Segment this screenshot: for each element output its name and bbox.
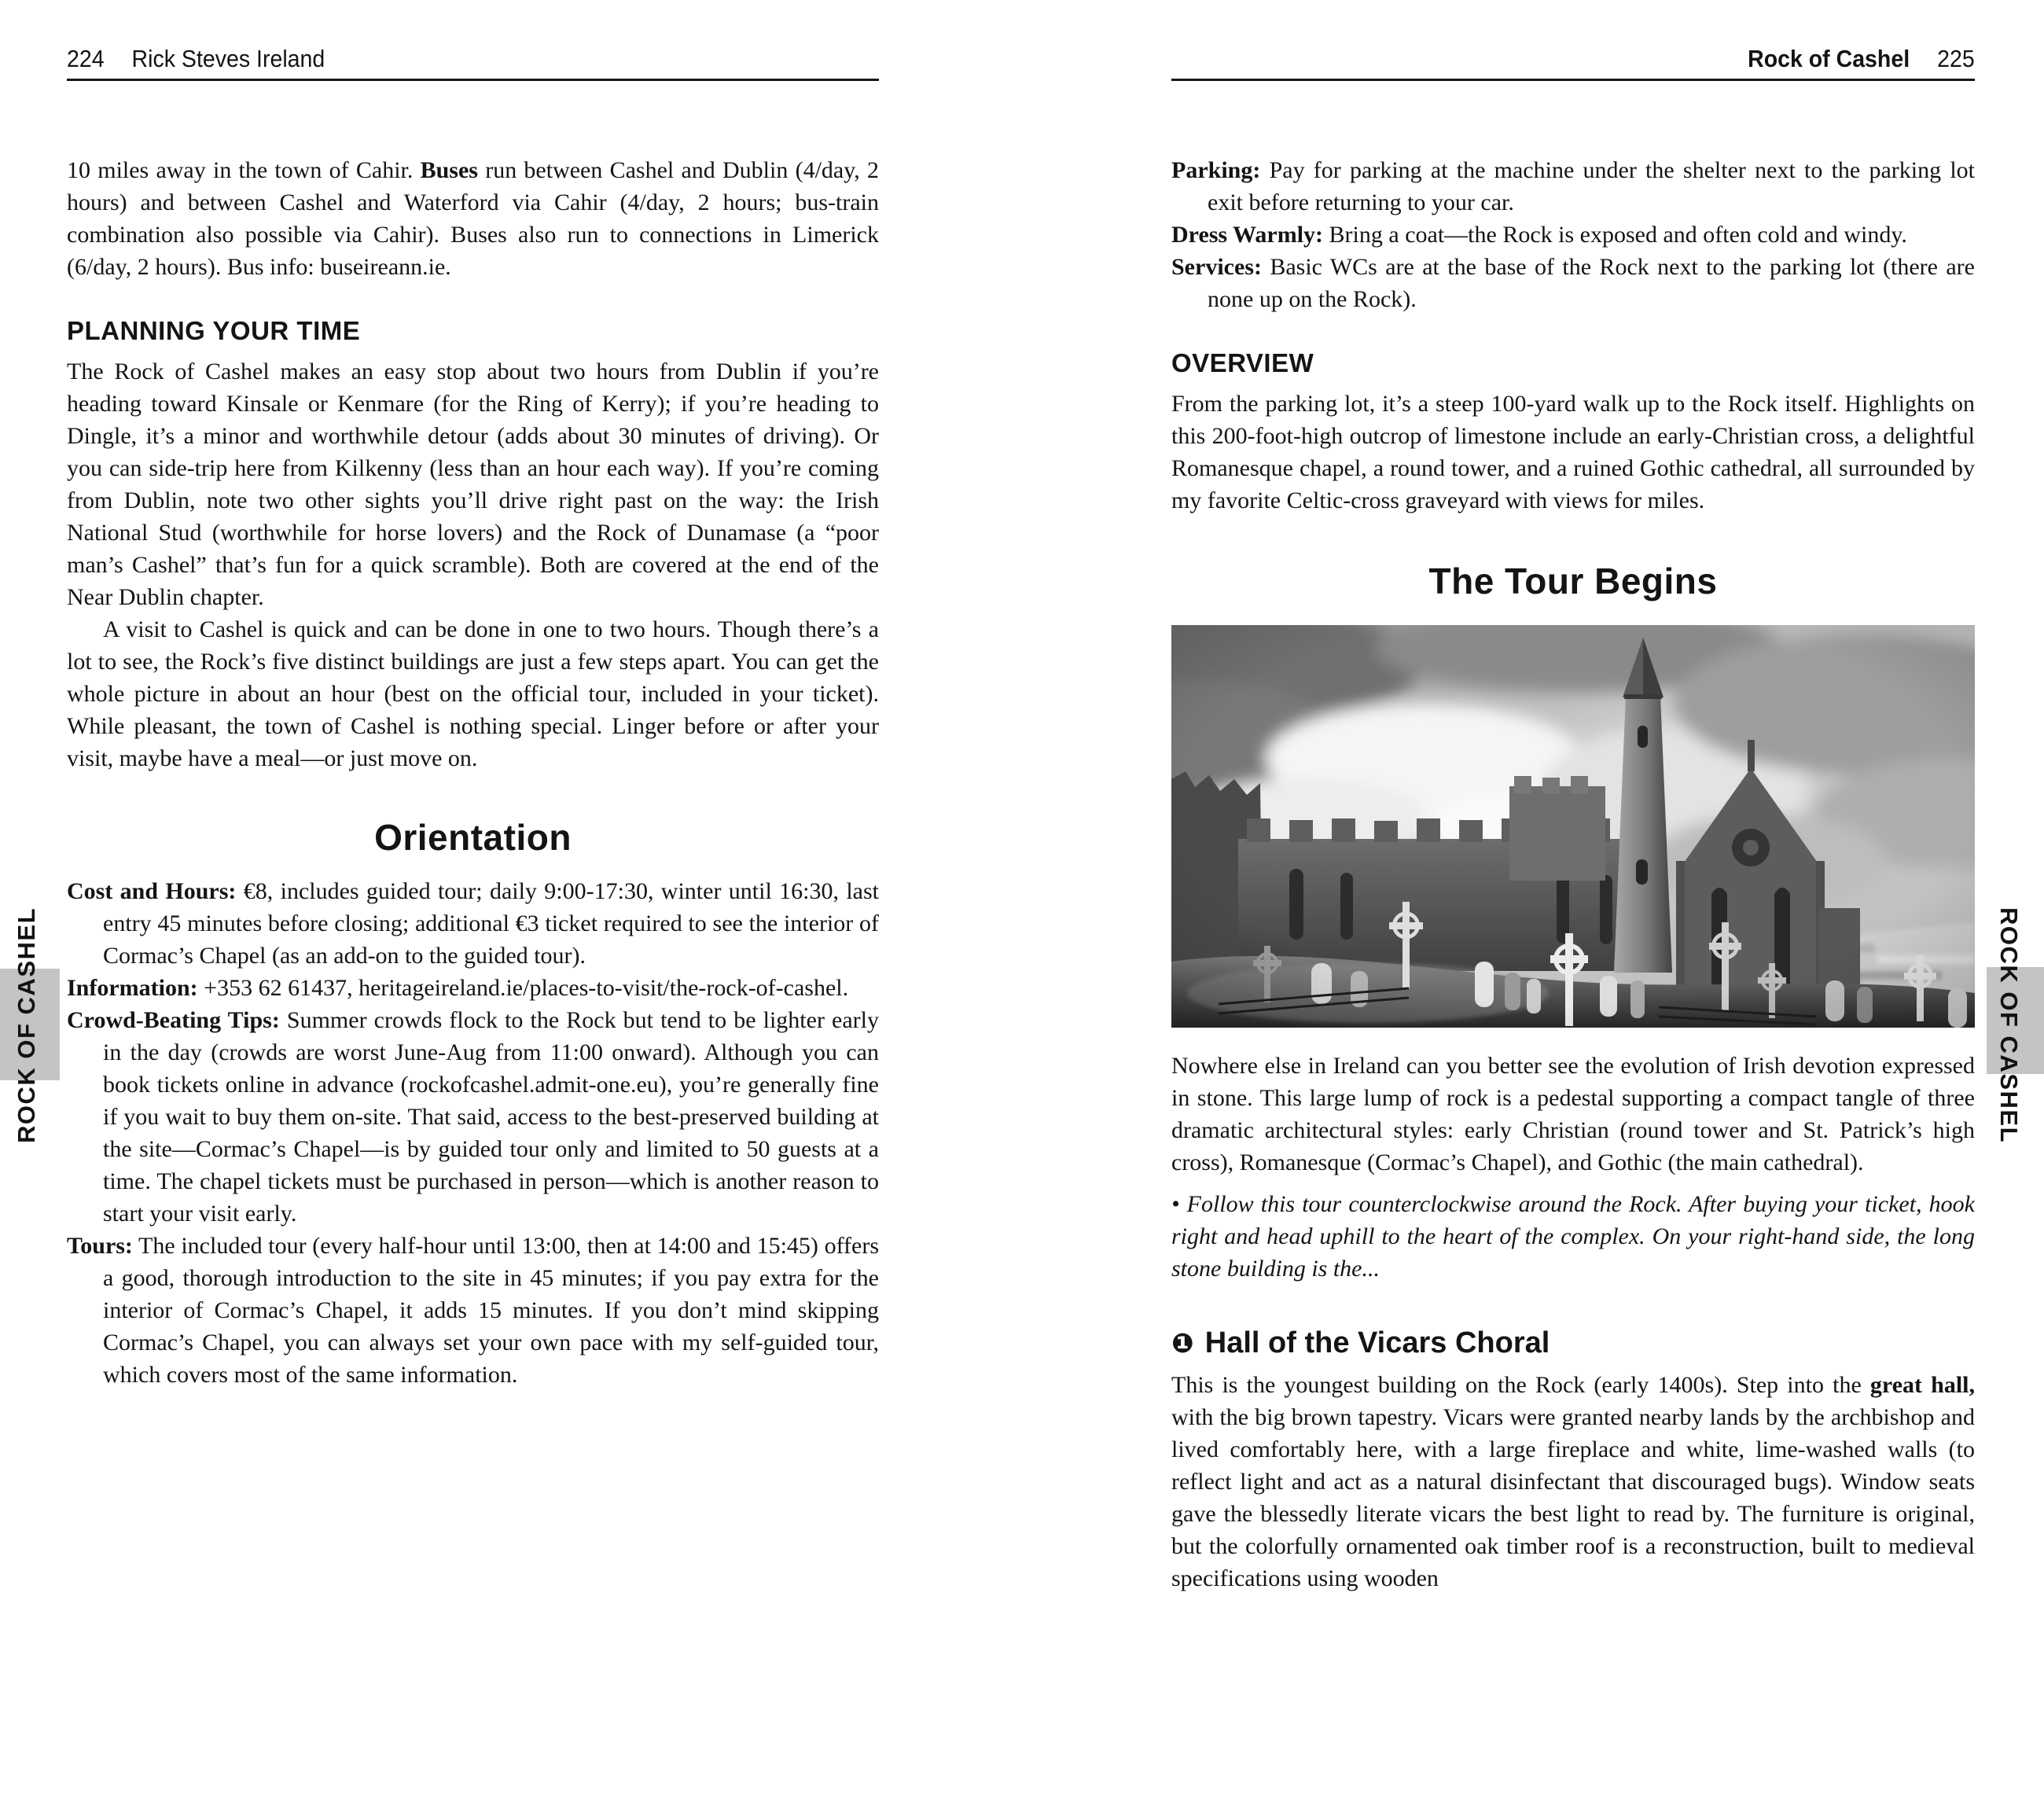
left-side-tab: ROCK OF CASHEL: [13, 907, 40, 1143]
dress-warmly-entry: [1171, 219, 1975, 251]
intro-paragraph: [67, 154, 879, 283]
tour-paragraph-1: Nowhere else in Ireland can you better see the evolution of Irish devotion expressed in stone. This large lump of rock is a pedestal supporting a compact tangle of three dramatic architectural styles: early Christian (round tower and St. Patrick’s high cross), Romanesque (Cormac’s Chapel), and Gothic (the main cathedral).: [1171, 1053, 1975, 1175]
entry-text: Basic WCs are at the base of the Rock next to the parking lot (there are none up on the Rock).: [1208, 254, 1975, 312]
the-tour-begins-heading: The Tour Begins: [1428, 561, 1718, 601]
right-side-tab: ROCK OF CASHEL: [1995, 907, 2023, 1143]
entry-text: Summer crowds flock to the Rock but tend to be lighter early in the day (crowds are worst June-Aug from 11:00 onward). Although you can book tickets online in advance (rockofcashel.admit-one.eu), you’re generally fine if you wait to buy them on-site. That said, access to the best-preserved building at the site—Cormac’s Chapel—is by guided tour only and limited to 50 guests at a time. The chapel tickets must be purchased in person—which is another reason to start your visit early.: [103, 1007, 879, 1227]
section-title: Rock of Cashel: [1748, 45, 1910, 72]
photo-vignette: [1171, 625, 1975, 1028]
overview-heading: OVERVIEW: [1171, 348, 1314, 377]
information-entry: [67, 972, 879, 1004]
intro-bold: Buses: [420, 157, 478, 183]
right-column: [1171, 154, 1975, 1594]
stop-1-para-pre: This is the youngest building on the Rock (early 1400s). Step into the: [1171, 1372, 1870, 1398]
planning-your-time-heading: PLANNING YOUR TIME: [67, 316, 361, 345]
services-entry: [1171, 251, 1975, 315]
right-page-header: [1171, 22, 1975, 81]
stop-1-number-icon: ❶: [1171, 1329, 1194, 1359]
planning-paragraph-2: A visit to Cashel is quick and can be done in one to two hours. Though there’s a lot to see, the Rock’s five distinct buildings are just a few steps apart. You can get the whole picture in about an hour (best on the official tour, included in your ticket). While pleasant, the town of Cashel is nothing special. Linger before or after your visit, maybe have a meal—or just move on.: [67, 616, 879, 771]
overview-paragraph: From the parking lot, it’s a steep 100-yard walk up to the Rock itself. Highlights on this 200-foot-high outcrop of limestone include an early-Christian cross, a delightful Romanesque chapel, a round tower, and a ruined Gothic cathedral, all surrounded by my favorite Celtic-cross graveyard with views for miles.: [1171, 391, 1975, 513]
entry-text: €8, includes guided tour; daily 9:00-17:30, winter until 16:30, last entry 45 minutes before closing; additional €3 ticket required to see the interior of Cormac’s Chapel (as an add-on to the guided tour).: [103, 878, 879, 969]
stop-1-para-bold: great hall,: [1869, 1372, 1975, 1398]
tours-entry: [67, 1230, 879, 1391]
parking-entry: [1171, 154, 1975, 219]
rock-of-cashel-photo-svg: [1171, 625, 1975, 1028]
right-page-number: 225: [1937, 45, 1975, 72]
entry-text: Bring a coat—the Rock is exposed and often cold and windy.: [1323, 222, 1907, 248]
planning-paragraph-1: The Rock of Cashel makes an easy stop about two hours from Dublin if you’re heading toward Kinsale or Kenmare (for the Ring of Kerry); if you’re heading to Dingle, it’s a minor and worthwhile detour (adds about 30 minutes of driving). Or you can side-trip here from Kilkenny (less than an hour each way). If you’re coming from Dublin, note two other sights you’ll drive right past on the way: the Irish National Stud (worthwhile for horse lovers) and the Rock of Dunamase (a “poor man’s Cashel” that’s fun for a quick scramble). Both are covered at the end of the Near Dublin chapter.: [67, 359, 879, 610]
book-title: Rick Steves Ireland: [131, 45, 325, 72]
left-page-number: 224: [67, 45, 105, 72]
left-page-header: [67, 22, 879, 81]
stop-1-title: Hall of the Vicars Choral: [1204, 1326, 1550, 1359]
entry-label: Dress Warmly:: [1171, 222, 1324, 248]
entry-text: +353 62 61437, heritageireland.ie/places-to-visit/​the-rock-of-cashel.: [197, 975, 849, 1001]
entry-label: Cost and Hours:: [67, 878, 237, 904]
intro-pre: 10 miles away in the town of Cahir.: [67, 157, 421, 183]
entry-label: Information:: [67, 975, 198, 1001]
intro-post: run between Cashel and Dublin (4/day, 2 hours) and between Cashel and Waterford via Cahir (4/day, 2 hours; bus-train combination also possible via Cahir). Buses also run to connections in Limerick (6/day, 2 hours). Bus info: buseireann.ie.: [67, 157, 880, 280]
hall-of-vicars-heading: [1171, 1326, 1975, 1361]
entry-label: Tours:: [67, 1233, 133, 1259]
hall-of-vicars-paragraph: [1171, 1369, 1975, 1594]
crowd-beating-tips-entry: [67, 1004, 879, 1230]
tour-directions: • Follow this tour counterclockwise around the Rock. After buying your ticket, hook right and head uphill to the heart of the complex. On your right-hand side, the long stone building is the...: [1171, 1191, 1975, 1282]
orientation-heading: Orientation: [374, 817, 572, 858]
cost-and-hours-entry: [67, 875, 879, 972]
entry-label: Parking:: [1171, 157, 1261, 183]
entry-text: The included tour (every half-hour until 13:00, then at 14:00 and 15:45) offers a good, thorough introduction to the site in 45 minutes; if you pay extra for the interior of Cormac’s Chapel, it adds 15 minutes. If you don’t mind skipping Cormac’s Chapel, you can always set your own pace with my self-guided tour, which covers most of the same information.: [103, 1233, 879, 1388]
entry-label: Crowd-Beating Tips:: [67, 1007, 280, 1033]
entry-label: Services:: [1171, 254, 1262, 280]
stop-1-para-post: with the big brown tapestry. Vicars were granted nearby lands by the archbishop and lived comfortably here, with a large fireplace and white, lime-washed walls (to reflect light and act as a natural disinfectant that discouraged bugs). Window seats gave the blessedly literate vicars the best light to read by. The furniture is original, but the colorfully ornamented oak timber roof is a reconstruction, built to medieval specifications using wooden: [1171, 1404, 1975, 1591]
left-column: [67, 154, 879, 1391]
rock-of-cashel-photo: [1171, 625, 1975, 1028]
entry-text: Pay for parking at the machine under the shelter next to the parking lot exit before returning to your car.: [1208, 157, 1975, 215]
